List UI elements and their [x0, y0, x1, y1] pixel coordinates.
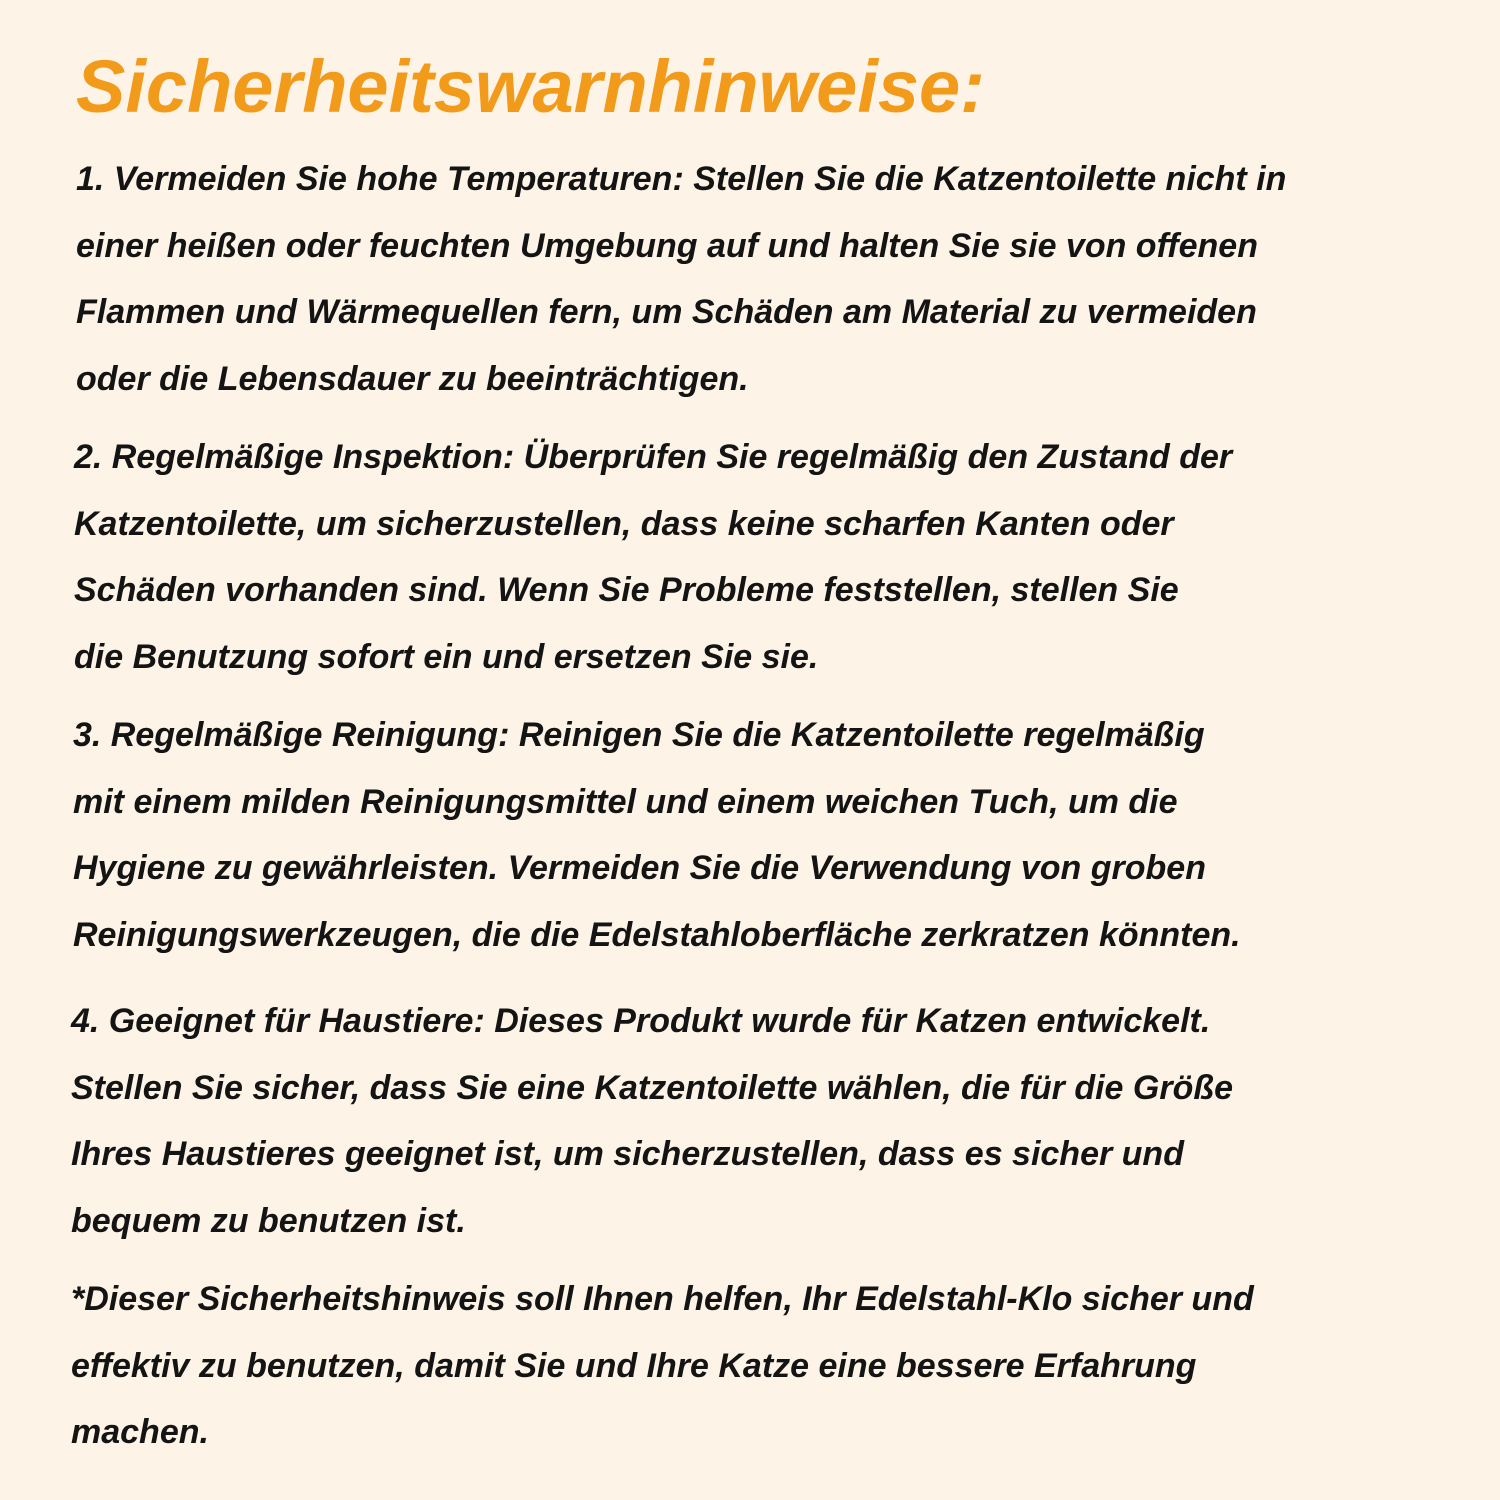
- page-title: Sicherheitswarnhinweise:: [76, 45, 985, 128]
- warning-cleaning: [73, 702, 1241, 968]
- text-line: *Dieser Sicherheitshinweis soll Ihnen helfen, Ihr Edelstahl-Klo sicher und: [71, 1280, 1254, 1318]
- text-line: Hygiene zu gewährleisten. Vermeiden Sie die Verwendung von groben: [73, 849, 1206, 887]
- text-line: einer heißen oder feuchten Umgebung auf und halten Sie sie von offenen: [76, 226, 1258, 265]
- warning-temperature: [76, 146, 1286, 412]
- text-line: 3. Regelmäßige Reinigung: Reinigen Sie die Katzentoilette regelmäßig: [73, 716, 1205, 754]
- text-line: 1. Vermeiden Sie hohe Temperaturen: Stellen Sie die Katzentoilette nicht in: [76, 160, 1287, 198]
- text-line: die Benutzung sofort ein und ersetzen Sie sie.: [74, 637, 819, 676]
- text-line: bequem zu benutzen ist.: [71, 1201, 466, 1240]
- text-line: effektiv zu benutzen, damit Sie und Ihre Katze eine bessere Erfahrung: [71, 1346, 1197, 1385]
- text-line: 4. Geeignet für Haustiere: Dieses Produkt wurde für Katzen entwickelt.: [71, 1002, 1211, 1040]
- warning-pets: [71, 988, 1233, 1254]
- text-line: Flammen und Wärmequellen fern, um Schäden am Material zu vermeiden: [76, 293, 1257, 331]
- text-line: Schäden vorhanden sind. Wenn Sie Probleme feststellen, stellen Sie: [74, 571, 1179, 609]
- closing-note: [71, 1266, 1254, 1466]
- text-line: machen.: [71, 1413, 209, 1451]
- text-line: oder die Lebensdauer zu beeinträchtigen.: [76, 359, 749, 398]
- text-line: 2. Regelmäßige Inspektion: Überprüfen Sie regelmäßig den Zustand der: [74, 438, 1233, 476]
- text-line: Ihres Haustieres geeignet ist, um sicherzustellen, dass es sicher und: [71, 1135, 1184, 1173]
- text-line: mit einem milden Reinigungsmittel und einem weichen Tuch, um die: [73, 782, 1178, 821]
- text-line: Katzentoilette, um sicherzustellen, dass keine scharfen Kanten oder: [74, 504, 1174, 543]
- text-line: Reinigungswerkzeugen, die die Edelstahloberfläche zerkratzen könnten.: [73, 915, 1241, 954]
- warning-inspection: [74, 424, 1232, 690]
- text-line: Stellen Sie sicher, dass Sie eine Katzentoilette wählen, die für die Größe: [71, 1068, 1234, 1107]
